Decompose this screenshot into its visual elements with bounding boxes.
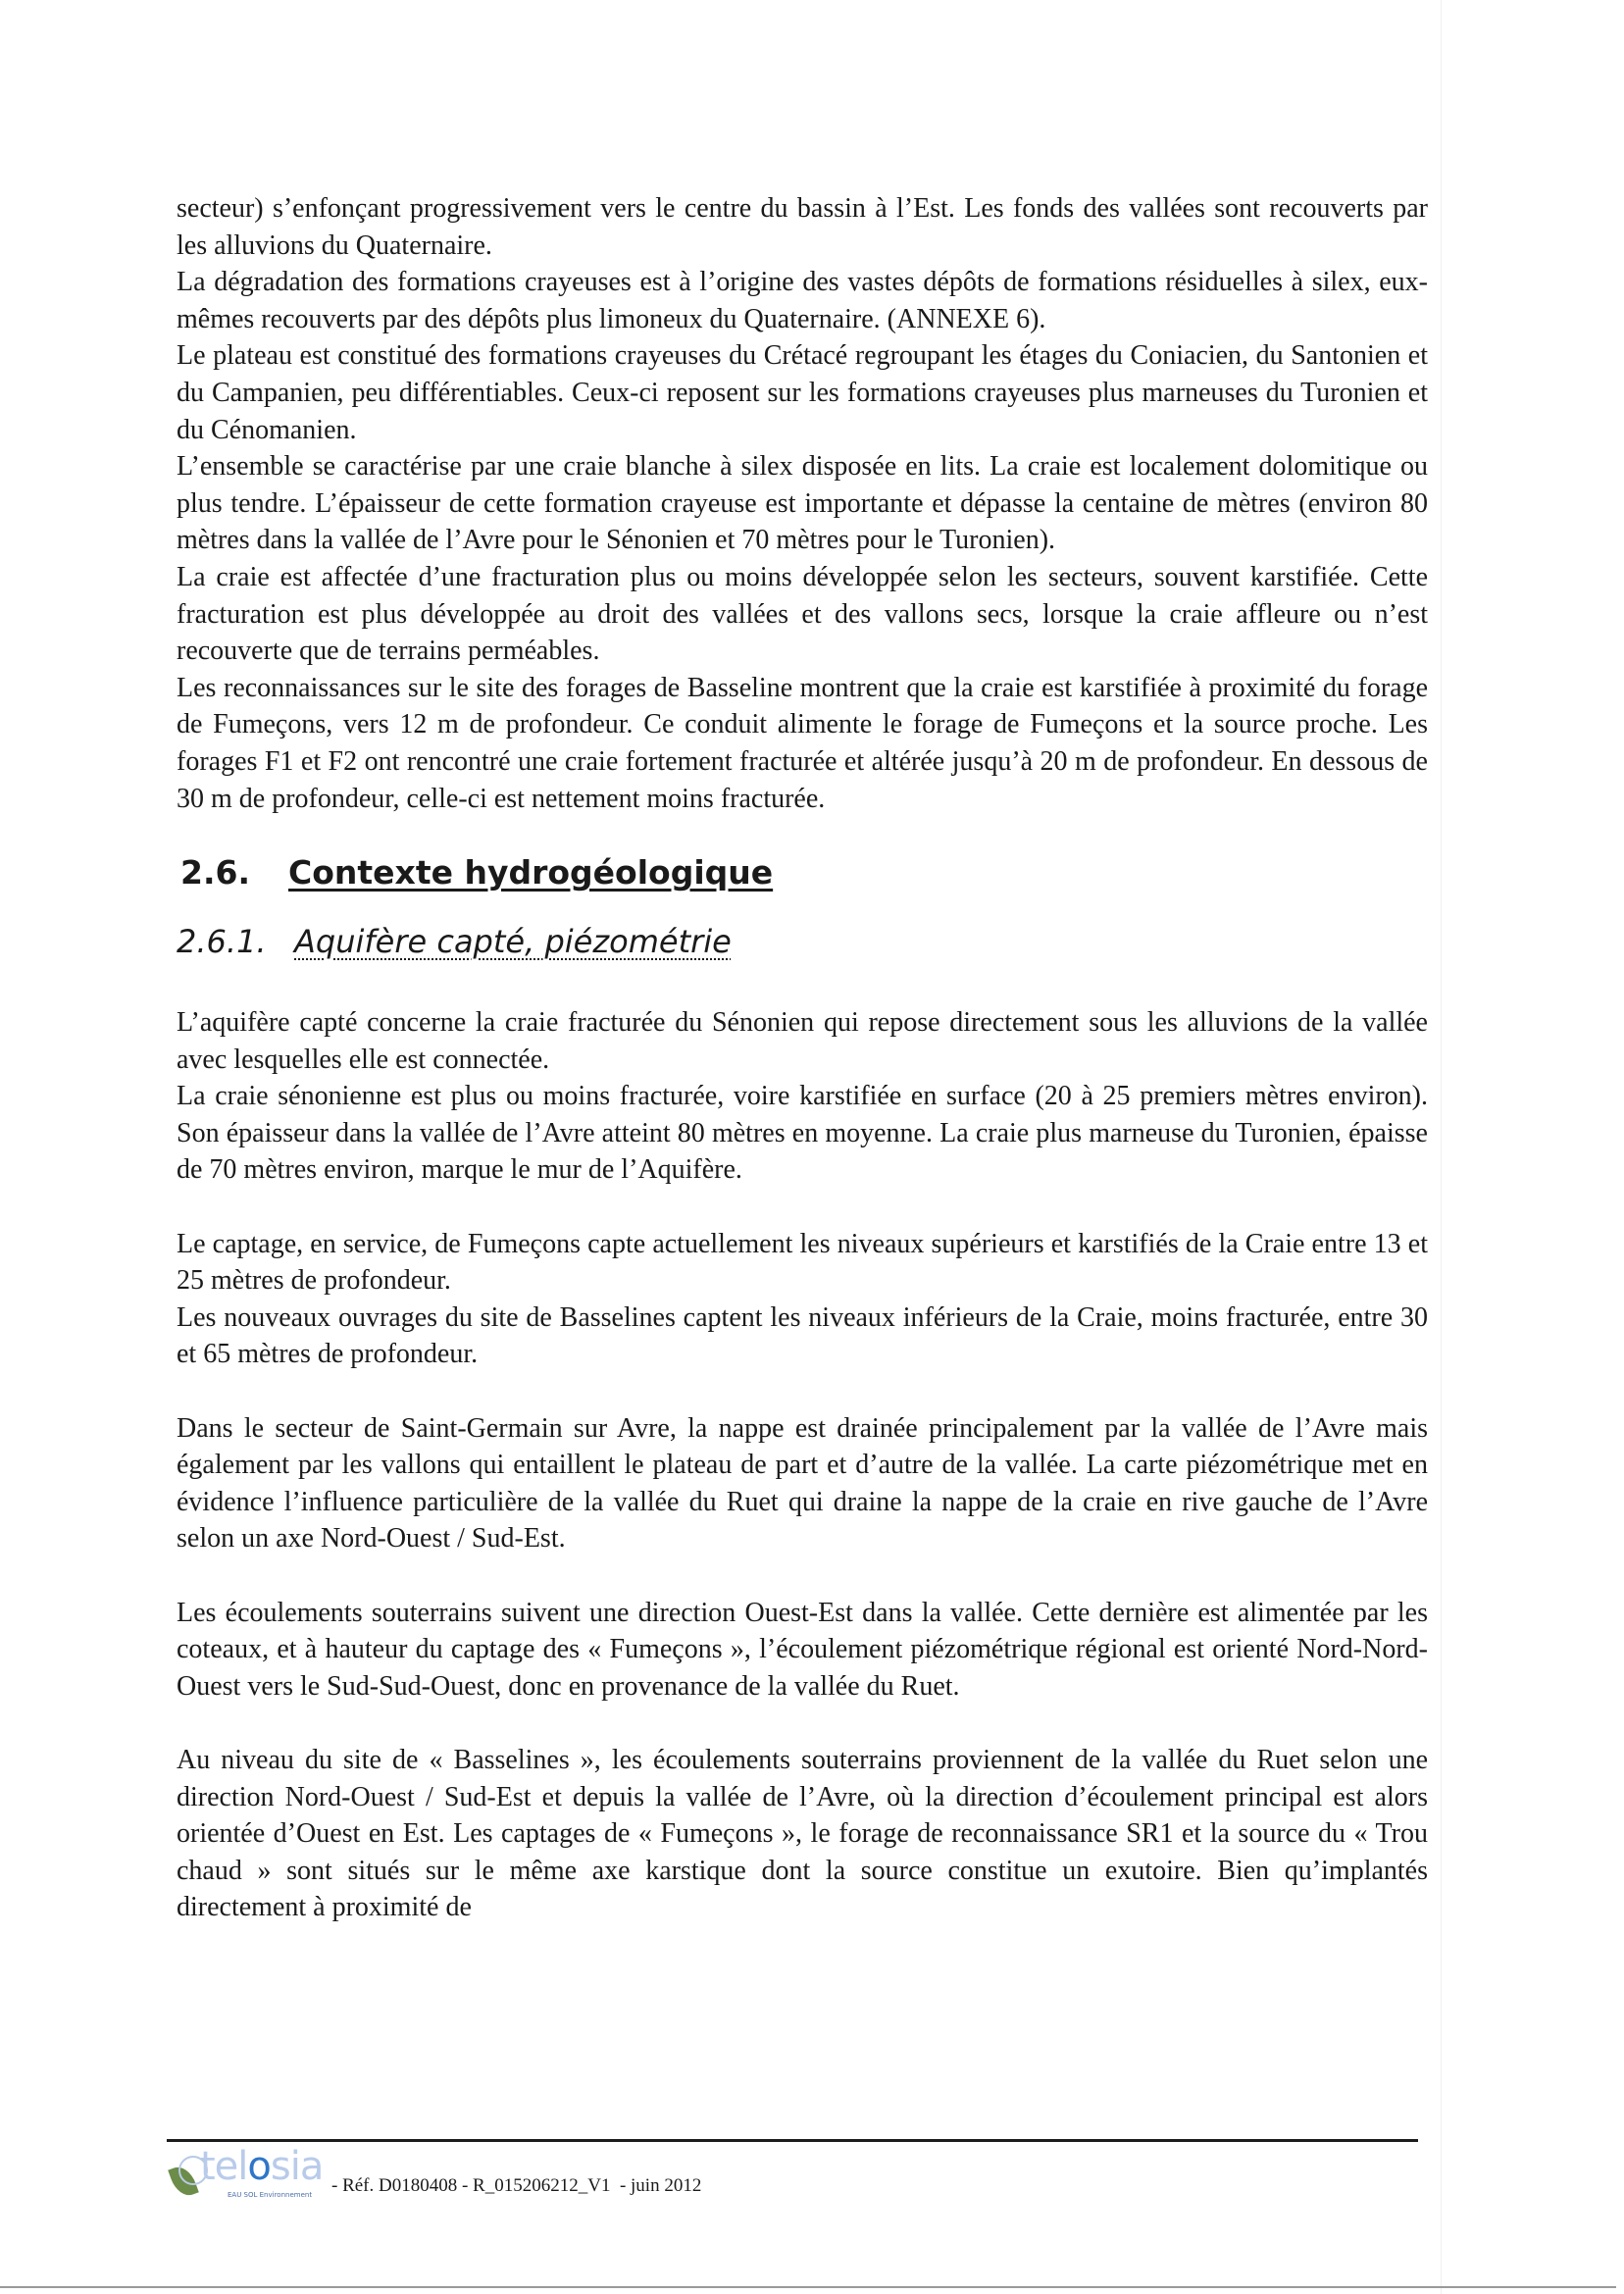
footer-divider bbox=[167, 2139, 1418, 2142]
paragraph: Au niveau du site de « Basselines », les écoulements souterrains proviennent de la vallée du Ruet selon une direction Nord-Ouest / Sud-Est et depuis la vallée de l’Avre, où la direction d’écoulement principal est alors orientée d’Ouest en Est. Les captages de « Fumeçons », le forage de reconnaissance SR1 et la source du « Trou chaud » sont situés sur le même axe karstique dont la source constitue un exutoire. Bien qu’implantés directement à proximité de bbox=[177, 1744, 1428, 1923]
section-heading bbox=[177, 853, 1428, 892]
paragraph: Les reconnaissances sur le site des forages de Basseline montrent que la craie est karstifiée à proximité du forage de Fumeçons, vers 12 m de profondeur. Ce conduit alimente le forage de Fumeçons et la source proche. Les forages F1 et F2 ont rencontré une craie fortement fracturée et altérée jusqu’à 20 m de profondeur. En dessous de 30 m de profondeur, celle-ci est nettement moins fracturée. bbox=[177, 672, 1428, 814]
company-logo bbox=[173, 2144, 330, 2203]
paragraph-spacer bbox=[177, 1189, 1428, 1226]
paragraph: L’aquifère capté concerne la craie fracturée du Sénonien qui repose directement sous les alluvions de la vallée avec lesquelles elle est connectée. bbox=[177, 1007, 1428, 1075]
document-body bbox=[177, 190, 1428, 1926]
paragraph-spacer bbox=[177, 1373, 1428, 1410]
logo-tagline: EAU SOL Environnement bbox=[228, 2191, 313, 2199]
scan-edge-line bbox=[1441, 0, 1442, 2294]
page-bottom-edge bbox=[0, 2286, 1616, 2288]
paragraph: La craie sénonienne est plus ou moins fracturée, voire karstifiée en surface (20 à 25 premiers mètres environ). Son épaisseur dans la vallée de l’Avre atteint 80 mètres en moyenne. La craie plus marneuse du Turonien, épaisse de 70 mètres environ, marque le mur de l’Aquifère. bbox=[177, 1081, 1428, 1186]
paragraph-spacer bbox=[177, 1557, 1428, 1595]
section-number: 2.6. bbox=[180, 853, 250, 892]
paragraph-spacer bbox=[177, 1705, 1428, 1742]
paragraph: Le plateau est constitué des formations crayeuses du Crétacé regroupant les étages du Coniacien, du Santonien et du Campanien, peu différentiables. Ceux-ci reposent sur les formations crayeuses plus marneuses du Turonien et du Cénomanien. bbox=[177, 340, 1428, 445]
paragraph: La craie est affectée d’une fracturation plus ou moins développée selon les secteurs, souvent karstifiée. Cette fracturation est plus développée au droit des vallées et des vallons secs, lorsque la craie affleure ou n’est recouverte que de terrains perméables. bbox=[177, 561, 1428, 667]
section-title: Contexte hydrogéologique bbox=[288, 853, 774, 892]
subsection-title: Aquifère capté, piézométrie bbox=[294, 923, 732, 961]
page-footer bbox=[173, 2144, 701, 2203]
paragraph: Dans le secteur de Saint-Germain sur Avre, la nappe est drainée principalement par la vallée de l’Avre mais également par les vallons qui entaillent le plateau de part et d’autre de la vallée. La carte piézométrique met en évidence l’influence particulière de la vallée du Ruet qui draine la nappe de la craie en rive gauche de l’Avre selon un axe Nord-Ouest / Sud-Est. bbox=[177, 1412, 1428, 1555]
subsection-number: 2.6.1. bbox=[177, 923, 267, 961]
paragraph: Les écoulements souterrains suivent une direction Ouest-Est dans la vallée. Cette dernière est alimentée par les coteaux, et à hauteur du captage des « Fumeçons », l’écoulement piézométrique régional est orienté Nord-Nord-Ouest vers le Sud-Sud-Ouest, donc en provenance de la vallée du Ruet. bbox=[177, 1597, 1428, 1702]
paragraph: L’ensemble se caractérise par une craie blanche à silex disposée en lits. La craie est localement dolomitique ou plus tendre. L’épaisseur de cette formation crayeuse est importante et dépasse la centaine de mètres (environ 80 mètres dans la vallée de l’Avre pour le Sénonien et 70 mètres pour le Turonien). bbox=[177, 451, 1428, 556]
logo-wordmark: telosia bbox=[200, 2144, 324, 2189]
paragraph: La dégradation des formations crayeuses est à l’origine des vastes dépôts de formations résiduelles à silex, eux-mêmes recouverts par des dépôts plus limoneux du Quaternaire. (ANNEXE 6). bbox=[177, 267, 1428, 334]
subsection-heading bbox=[177, 922, 1428, 961]
paragraph: Les nouveaux ouvrages du site de Basselines captent les niveaux inférieurs de la Craie, moins fracturée, entre 30 et 65 mètres de profondeur. bbox=[177, 1301, 1428, 1370]
document-reference: - Réf. D0180408 - R_015206212_V1 - juin 2012 bbox=[331, 2175, 702, 2196]
paragraph: Le captage, en service, de Fumeçons capte actuellement les niveaux supérieurs et karstifiés de la Craie entre 13 et 25 mètres de profondeur. bbox=[177, 1228, 1428, 1297]
paragraph: secteur) s’enfonçant progressivement vers le centre du bassin à l’Est. Les fonds des vallées sont recouverts par les alluvions du Quaternaire. bbox=[177, 193, 1428, 261]
